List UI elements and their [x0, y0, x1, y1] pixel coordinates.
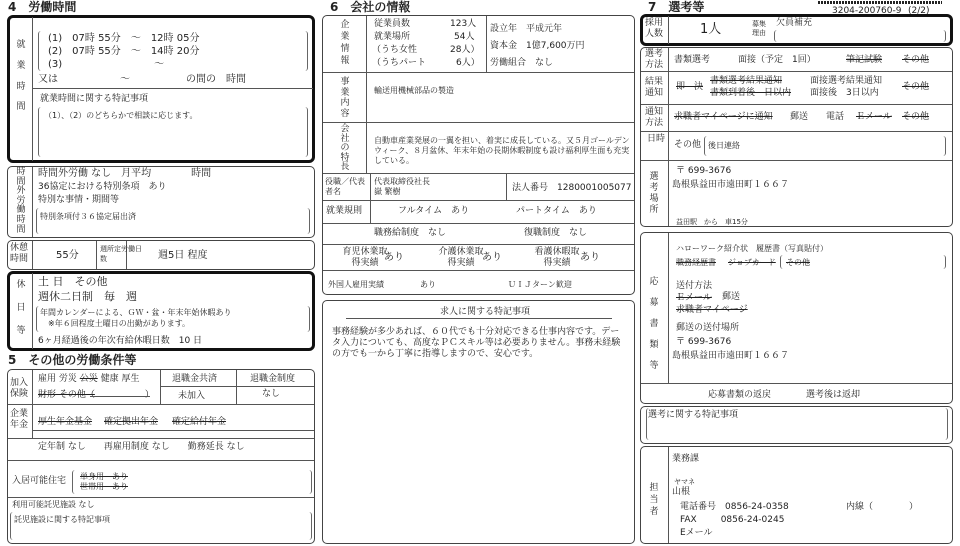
date-field[interactable] [704, 136, 946, 156]
result-2: 書類選考結果通知 [710, 76, 783, 86]
uij-turn: ＵＩＪターン歓迎 [508, 280, 572, 289]
ikuji-label: 育児休業取得実績 [342, 247, 388, 268]
insurance-list: 雇用 労災 公災 健康 厚生 [38, 374, 140, 384]
housing-single: 単身用 あり [80, 472, 128, 481]
part-label: （うちパート [372, 58, 427, 68]
person-name: 山根 [672, 487, 691, 497]
hours-tokki-body: （1）、（2）のどちらかで相談に応じます。 [44, 111, 198, 120]
return-label: 応募書類の返戻 [708, 390, 772, 400]
holiday-line5: 6ヶ月経過後の年次有給休暇日数 10 日 [38, 336, 203, 346]
weekly-label: 週所定労働日数 [100, 245, 142, 263]
section-5-title: 5 その他の労働条件等 [8, 353, 137, 367]
result-1: 即 決 [676, 82, 704, 92]
retire-system-value: なし [262, 389, 281, 399]
hours-tokki-title: 就業時間に関する特記事項 [40, 94, 149, 104]
section-7-title: 7 選考等 [648, 0, 705, 14]
employees-value: 123人 [450, 19, 477, 29]
holiday-line3: 年間カレンダーによる、ＧＷ・盆・年末年始休暇あり [40, 308, 232, 317]
pr-title: 求人に関する特記事項 [440, 307, 531, 317]
foreign-label: 外国人雇用実績 [328, 280, 384, 289]
pr-body: 事務経験が多少あれば、６０代でも十分対応できる仕事内容です。データ入力についても、高度なＰＣスキル等は必要ありません。事務未経験の方でも一から丁寧に指導しますので、安心です。 [332, 327, 621, 359]
retire-mutual-label: 退職金共済 [172, 374, 218, 384]
send-label: 送付方法 [676, 281, 713, 291]
extension: 内線（ ） [846, 502, 919, 512]
docs-struck-2: ジョブカード [728, 258, 776, 267]
shift-1: (1) 07時 55分 〜 12時 05分 [48, 33, 200, 44]
company-label: 企 業 情 報 [340, 20, 350, 66]
notify-5: その他 [902, 112, 930, 122]
result-6: その他 [902, 82, 930, 92]
shift-2: (2) 07時 55分 〜 14時 20分 [48, 46, 200, 57]
insurance-label: 加入保険 [10, 378, 29, 399]
access: 益田駅 から 車15分 [676, 218, 748, 226]
business-label: 事 業 内 容 [340, 77, 350, 119]
foreign-value: あり [420, 280, 436, 289]
return-system: 復職制度 なし [524, 228, 588, 238]
section-4-title: 4 労働時間 [8, 0, 77, 14]
method-label: 選考方法 [645, 49, 664, 70]
business-value: 輸送用機械部品の製造 [374, 86, 454, 95]
rules-part: パートタイム あり [516, 206, 597, 216]
pension-label: 企業年金 [10, 409, 29, 430]
break-value: 55分 [56, 250, 79, 261]
work-hours-label: 就 業 時 間 [16, 40, 26, 113]
holiday-line4: ※年６回程度土曜日の出勤があります。 [48, 319, 191, 328]
send-struck-1: Ｅメール [676, 293, 712, 303]
mail-to: 郵送の送付場所 [676, 323, 740, 333]
place-address: 島根県益田市遠田町１６６７ [672, 180, 790, 190]
department: 業務課 [672, 454, 700, 464]
site-value: 54人 [454, 32, 475, 42]
pension-item-2: 確定拠出年金 [104, 417, 159, 427]
childcare-tokki: 託児施設に関する特記事項 [14, 515, 110, 524]
docs-struck-3: その他 [786, 258, 810, 267]
result-3: 書類到着後 日以内 [710, 88, 792, 98]
docs-other-field [780, 255, 946, 269]
overtime-line3: 特別な事情・期間等 [38, 195, 120, 205]
or-label: 又は [38, 74, 58, 85]
rules-label: 就業規則 [326, 206, 363, 216]
kaigo-label: 介護休業取得実績 [438, 247, 484, 268]
women-label: （うち女性 [372, 45, 418, 55]
place-zip: 〒 699-3676 [676, 166, 732, 176]
notify-4: Ｅメール [856, 112, 892, 122]
rules-full: フルタイム あり [398, 206, 470, 216]
fax: FAX 0856-24-0245 [680, 515, 785, 525]
between-label: の間の 時間 [186, 74, 246, 85]
notify-3: 電話 [826, 112, 845, 122]
contact-label: 担 当 者 [649, 483, 659, 517]
email-label: Eメール [680, 528, 713, 538]
capital: 資本金 1億7,600万円 [490, 41, 585, 51]
rep-label: 役職／代表者名 [325, 177, 365, 196]
overtime-label: 時 間 外 労 働 時 間 [16, 167, 26, 235]
overtime-line4: 特別条項付３６協定届出済 [40, 212, 136, 221]
rep-name: 嶽 繁樹 [374, 187, 401, 196]
part-value: 6人） [456, 58, 480, 68]
notify-2: 郵送 [790, 112, 809, 122]
overtime-line1: 時間外労働 なし 月平均 時間 [38, 168, 212, 179]
docs-struck-1: 職務経歴書 [676, 258, 716, 267]
or-tilde: 〜 [120, 74, 130, 85]
rep-title: 代表取締役社長 [374, 177, 430, 186]
reason-value: 欠員補充 [776, 18, 813, 28]
childcare-label: 利用可能託児施設 なし [12, 500, 95, 509]
site-label: 就業場所 [374, 32, 411, 42]
reason-field[interactable] [774, 30, 946, 42]
place-label: 選 考 場 所 [649, 172, 659, 215]
result-4: 面接選考結果通知 [810, 76, 883, 86]
reason-label: 募集理由 [752, 20, 766, 37]
shifts-bracket [38, 31, 308, 71]
send-post: 郵送 [722, 292, 741, 302]
holiday-line2: 週休二日制 毎 週 [38, 290, 137, 303]
kaigo-value: あり [482, 252, 502, 263]
insurance-list2: 財形 その他（ ） [38, 390, 154, 400]
date-value: 後日連絡 [708, 141, 740, 150]
ikuji-value: あり [384, 252, 404, 263]
section-6-title: 6 会社の情報 [330, 0, 411, 14]
pension-item-1: 厚生年金基金 [38, 417, 93, 427]
kango-value: あり [580, 252, 600, 263]
holiday-label: 休 日 等 [16, 280, 26, 336]
docs-label: 応 募 書 類 等 [649, 277, 659, 371]
mail-address: 島根県益田市遠田町１６６７ [672, 351, 790, 361]
holiday-line1: 土 日 その他 [38, 275, 108, 288]
weekly-value: 週5日 程度 [158, 250, 208, 261]
phone: 電話番号 0856-24-0358 [680, 502, 789, 512]
teinen-line: 定年制 なし 再雇用制度 なし 勤務延長 なし [38, 442, 245, 452]
return-value: 選考後は返却 [806, 390, 861, 400]
barcode [818, 1, 942, 4]
housing-label: 入居可能住宅 [12, 476, 67, 486]
send-struck-2: 求職者マイページ [676, 305, 748, 315]
corp-no: 法人番号 1280001005077 [512, 183, 632, 193]
hire-value: 1人 [700, 22, 722, 37]
women-value: 28人） [450, 45, 480, 55]
founded: 設立年 平成元年 [490, 24, 563, 34]
selection-tokki-label: 選考に関する特記事項 [648, 410, 739, 420]
date-label: 日時 [646, 134, 665, 144]
docs-line1: ハローワーク紹介状 履歴書（写真貼付） [676, 244, 828, 253]
notify-label: 通知方法 [645, 107, 664, 128]
method-2: 面接（予定 1回） [738, 55, 816, 65]
overtime-line2: 36協定における特別条項 あり [38, 182, 167, 192]
method-3: 筆記試験 [846, 55, 883, 65]
person-furigana: ヤマネ [674, 478, 695, 486]
allowance: 職務給制度 なし [374, 228, 447, 238]
housing-family: 世帯用 あり [80, 482, 128, 491]
feature-label: 会 社 の 特 長 [340, 124, 350, 172]
result-label: 結果通知 [645, 77, 664, 98]
date-other: その他 [674, 140, 702, 150]
break-label: 休憩時間 [10, 243, 29, 264]
form-code: 3204-200760-9 [832, 6, 902, 16]
employees-label: 従業員数 [374, 19, 411, 29]
union: 労働組合 なし [490, 58, 554, 68]
method-1: 書類選考 [674, 55, 711, 65]
retire-mutual-value: 未加入 [178, 391, 206, 401]
result-5: 面接後 3日以内 [810, 88, 879, 98]
hire-label: 採用人数 [645, 18, 664, 39]
retire-system-label: 退職金制度 [250, 374, 296, 384]
feature-value: 自動車産業発展の一翼を担い、着実に成長している。又５月ゴールデンウィーク、８月盆休、年末年始の長期休暇制度も設け福利厚生面も充実している。 [374, 136, 630, 165]
pension-item-3: 確定給付年金 [172, 417, 227, 427]
page-number: (2/2) [908, 6, 930, 16]
mail-zip: 〒 699-3676 [676, 337, 732, 347]
shift-3: (3) 〜 [48, 59, 165, 70]
notify-1: 求職者マイページに通知 [674, 112, 773, 122]
method-4: その他 [902, 55, 930, 65]
selection-tokki-field[interactable] [646, 408, 948, 440]
kango-label: 看護休暇取得実績 [534, 247, 580, 268]
